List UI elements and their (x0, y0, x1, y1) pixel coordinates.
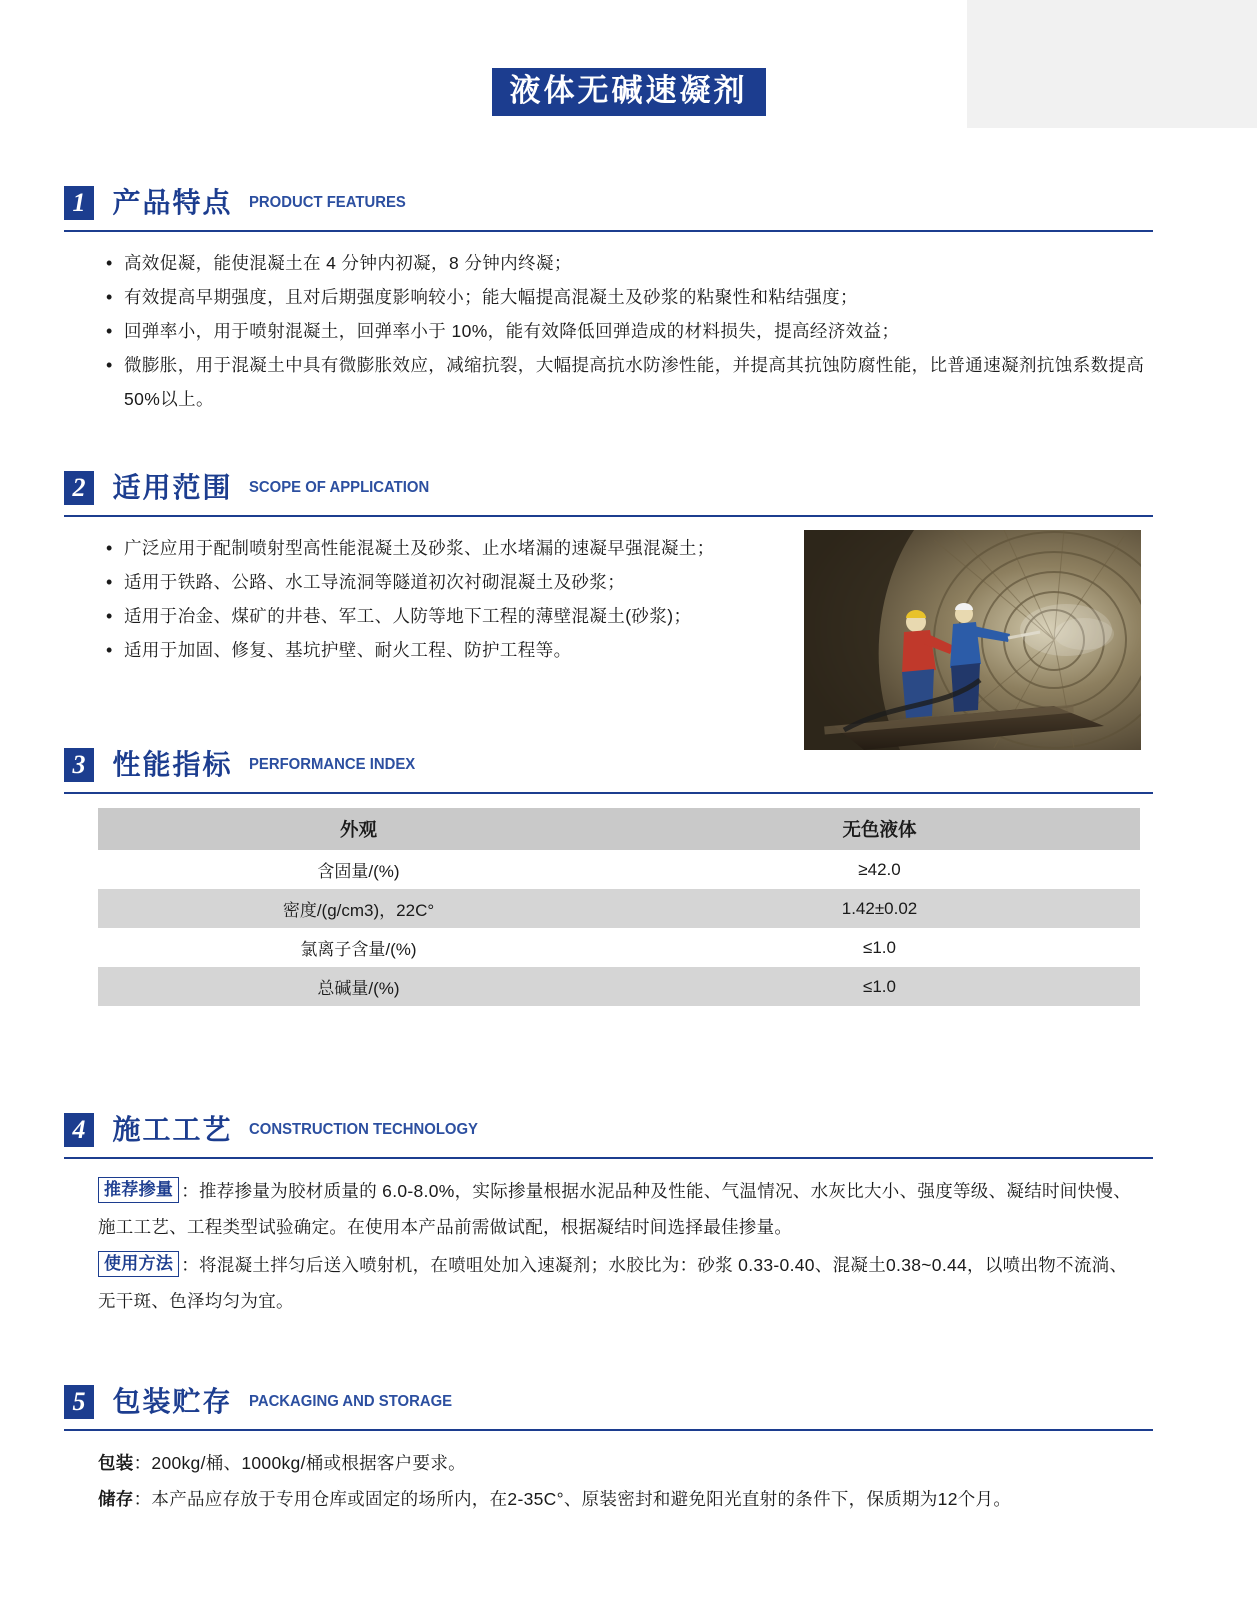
table-cell-value: 无色液体 (619, 808, 1140, 850)
features-list (64, 246, 1153, 416)
table-cell-value: 1.42±0.02 (619, 889, 1140, 928)
list-item: • 适用于加固、修复、基坑护壁、耐火工程、防护工程等。 (106, 633, 1153, 667)
usage-text: ：将混凝土拌匀后送入喷射机，在喷咀处加入速凝剂；水胶比为：砂浆 0.33-0.40、混凝土0.38~0.44，以喷出物不流淌、无干斑、色泽均匀为宜。 (98, 1255, 1128, 1311)
section-title-en: PACKAGING AND STORAGE (248, 1393, 453, 1410)
section-title-en: SCOPE OF APPLICATION (248, 479, 430, 496)
section-number: 2 (64, 471, 94, 505)
table-cell-name: 外观 (98, 808, 619, 850)
list-item: • 回弹率小，用于喷射混凝土，回弹率小于 10%，能有效降低回弹造成的材料损失，提高经济效益； (106, 314, 1153, 348)
tunnel-shotcrete-photo (804, 530, 1141, 750)
section-title-cn: 产品特点 (112, 187, 233, 218)
storage-value: ：本产品应存放于专用仓库或固定的场所内，在2-35C°、原装密封和避免阳光直射的条件下，保质期为12个月。 (133, 1489, 1012, 1509)
section-heading (64, 186, 1153, 232)
table-cell-name: 含固量/(%) (98, 850, 619, 889)
section-number: 5 (64, 1385, 94, 1419)
section-product-features (64, 186, 1153, 416)
table-row (98, 850, 1140, 889)
section-title-cn: 施工工艺 (112, 1114, 233, 1145)
section-construction-technology (64, 1113, 1153, 1321)
table-cell-name: 氯离子含量/(%) (98, 928, 619, 967)
packaging-line (98, 1445, 1153, 1481)
table-cell-name: 总碱量/(%) (98, 967, 619, 1006)
storage-line (98, 1481, 1153, 1517)
section-heading (64, 1385, 1153, 1431)
usage-tag: 使用方法 (98, 1251, 179, 1277)
dosage-paragraph (98, 1173, 1143, 1245)
section-performance-index (64, 748, 1153, 1006)
photo-graphic (804, 530, 1141, 750)
section-title-en: PRODUCT FEATURES (248, 194, 406, 211)
list-item: • 适用于铁路、公路、水工导流洞等隧道初次衬砌混凝土及砂浆； (106, 565, 1153, 599)
table-row (98, 889, 1140, 928)
section-title-cn: 包装贮存 (112, 1386, 233, 1417)
table-row (98, 928, 1140, 967)
section-title-cn: 适用范围 (112, 472, 233, 503)
section-heading (64, 471, 1153, 517)
packaging-text-block (64, 1445, 1153, 1517)
section-title-en: CONSTRUCTION TECHNOLOGY (248, 1121, 478, 1138)
table-row (98, 808, 1140, 850)
section-heading (64, 748, 1153, 794)
list-item: • 高效促凝，能使混凝土在 4 分钟内初凝，8 分钟内终凝； (106, 246, 1153, 280)
page-header (0, 68, 1257, 116)
list-item: • 广泛应用于配制喷射型高性能混凝土及砂浆、止水堵漏的速凝早强混凝土； (106, 531, 1153, 565)
table-row (98, 967, 1140, 1006)
section-packaging-and-storage (64, 1385, 1153, 1517)
section-number: 4 (64, 1113, 94, 1147)
section-number: 1 (64, 186, 94, 220)
usage-paragraph (98, 1247, 1143, 1319)
storage-label: 储存 (98, 1489, 134, 1509)
section-title-cn: 性能指标 (112, 749, 233, 780)
dosage-tag: 推荐掺量 (98, 1177, 179, 1203)
table-cell-value: ≥42.0 (619, 850, 1140, 889)
dosage-text: ：推荐掺量为胶材质量的 6.0-8.0%，实际掺量根据水泥品种及性能、气温情况、水灰比大小、强度等级、凝结时间快慢、施工工艺、工程类型试验确定。在使用本产品前需做试配，根据凝结时间选择最佳掺量。 (98, 1181, 1132, 1237)
table-cell-name: 密度/(g/cm3)，22C° (98, 889, 619, 928)
page-title: 液体无碱速凝剂 (492, 68, 766, 116)
list-item: • 适用于冶金、煤矿的井巷、军工、人防等地下工程的薄壁混凝土(砂浆)； (106, 599, 1153, 633)
section-title-en: PERFORMANCE INDEX (248, 756, 416, 773)
packaging-value: ：200kg/桶、1000kg/桶或根据客户要求。 (133, 1453, 466, 1473)
table-cell-value: ≤1.0 (619, 967, 1140, 1006)
section-number: 3 (64, 748, 94, 782)
performance-table (98, 808, 1140, 1006)
list-item: • 微膨胀，用于混凝土中具有微膨胀效应，减缩抗裂，大幅提高抗水防渗性能，并提高其抗蚀防腐性能，比普通速凝剂抗蚀系数提高 50%以上。 (106, 348, 1153, 416)
list-item: • 有效提高早期强度，且对后期强度影响较小；能大幅提高混凝土及砂浆的粘聚性和粘结强度； (106, 280, 1153, 314)
table-cell-value: ≤1.0 (619, 928, 1140, 967)
packaging-label: 包装 (98, 1453, 134, 1473)
construction-text-block (64, 1173, 1153, 1319)
section-heading (64, 1113, 1153, 1159)
